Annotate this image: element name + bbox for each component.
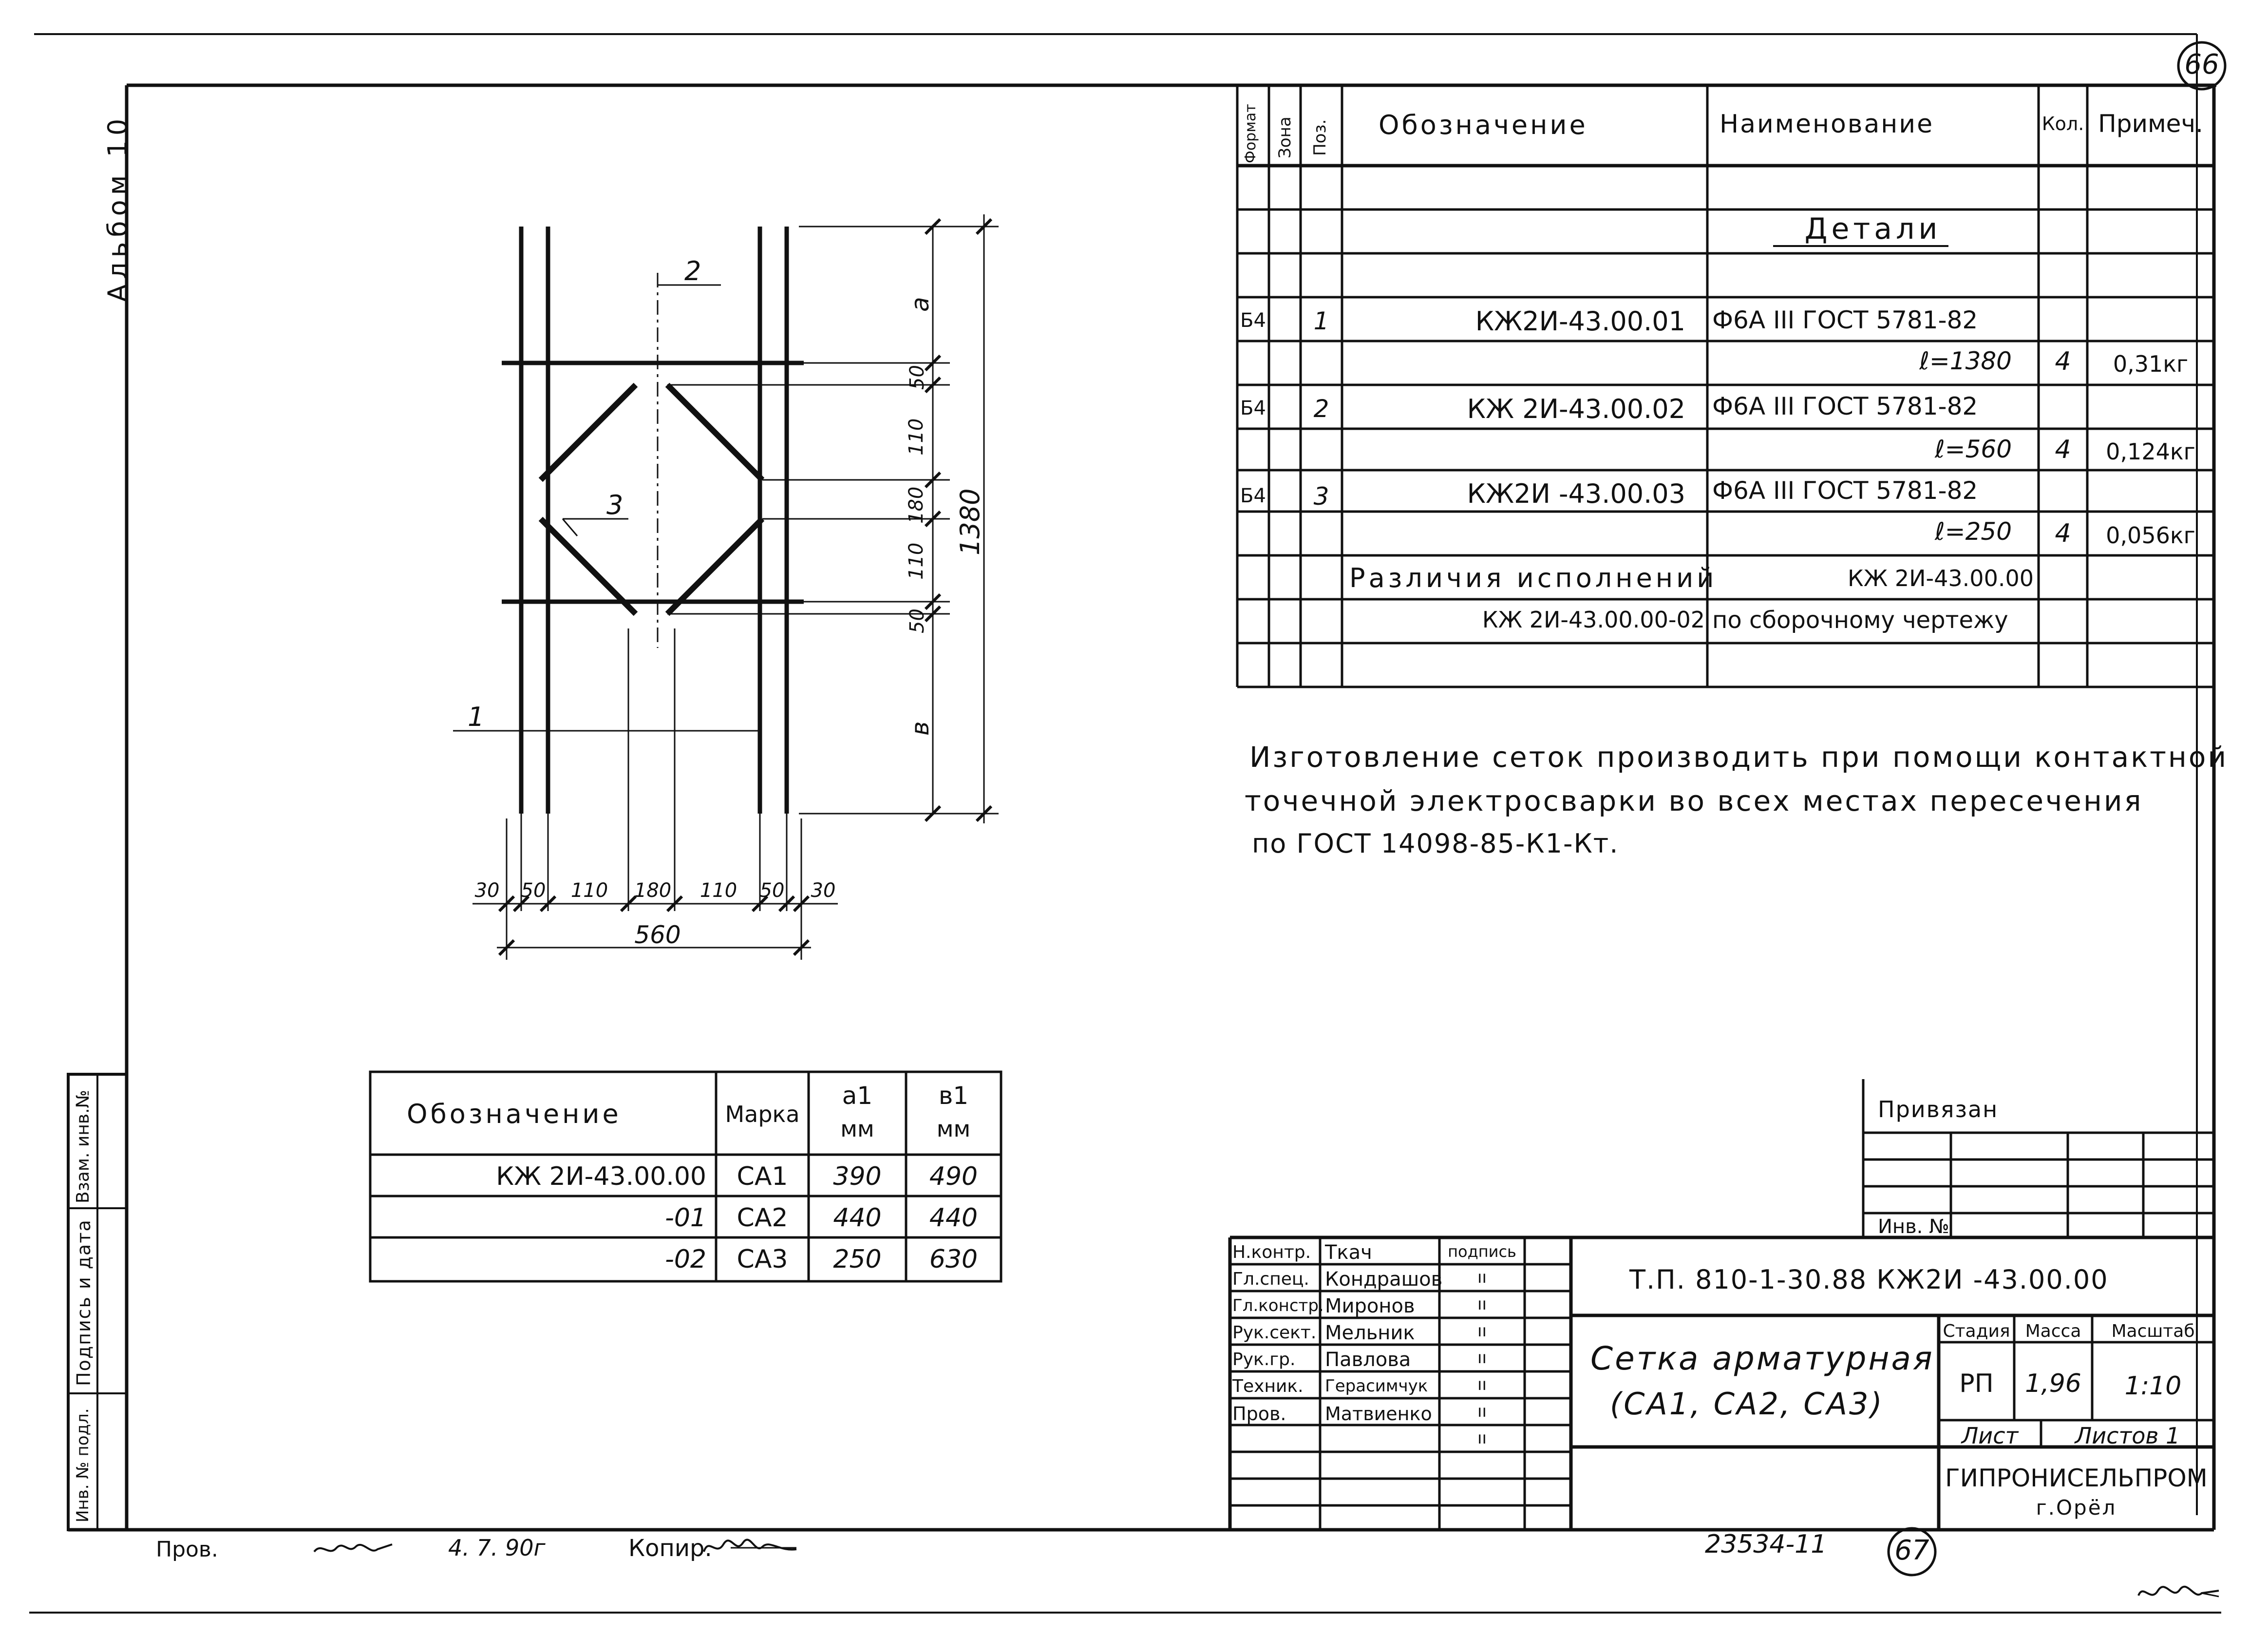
person-name: Миронов bbox=[1325, 1295, 1415, 1317]
marks-designation: КЖ 2И-43.00.00 bbox=[496, 1162, 706, 1191]
org-city: г.Орёл bbox=[2036, 1496, 2117, 1520]
privyazan-label: Привязан bbox=[1878, 1096, 1999, 1122]
sheet-label: Лист bbox=[1961, 1423, 2019, 1449]
dim-110: 110 bbox=[699, 879, 737, 902]
doc-code: Т.П. 810-1-30.88 КЖ2И -43.00.00 bbox=[1629, 1264, 2109, 1295]
header-zone: Зона bbox=[1275, 116, 1295, 158]
spec-note: 0,124кг bbox=[2106, 438, 2195, 465]
title-line-2: (СА1, СА2, СА3) bbox=[1610, 1386, 1884, 1422]
person-role: Рук.гр. bbox=[1232, 1350, 1296, 1369]
manufacture-note-line: Изготовление сеток производить при помощи контактной bbox=[1249, 741, 2229, 774]
dim-180: 180 bbox=[905, 486, 927, 524]
dim-110: 110 bbox=[905, 418, 927, 456]
marks-a1: 250 bbox=[833, 1245, 882, 1274]
manufacture-note-line: по ГОСТ 14098-85-К1-Кт. bbox=[1252, 828, 1619, 859]
marks-a1: 440 bbox=[833, 1203, 882, 1233]
person-name: Мельник bbox=[1325, 1322, 1415, 1344]
callout-3: 3 bbox=[606, 490, 624, 520]
marks-header-a1: а1 bbox=[842, 1082, 873, 1110]
kopir-signature bbox=[701, 1532, 799, 1561]
person-role: Гл.спец. bbox=[1232, 1269, 1309, 1289]
person-role: Гл.констр. bbox=[1232, 1296, 1324, 1315]
dim-110: 110 bbox=[905, 542, 927, 580]
person-sign: ıı bbox=[1477, 1268, 1487, 1287]
spec-length: ℓ=560 bbox=[1935, 435, 2012, 463]
marks-mark: СА1 bbox=[737, 1162, 788, 1191]
marks-header-designation: Обозначение bbox=[407, 1099, 622, 1129]
marks-a1: 390 bbox=[833, 1162, 882, 1191]
album-label: Альбом 10 bbox=[102, 114, 133, 302]
callout-2: 2 bbox=[684, 256, 701, 286]
mass-value: 1,96 bbox=[2025, 1369, 2081, 1398]
header-format: Формат bbox=[1242, 104, 1259, 163]
mesh-drawing bbox=[502, 227, 804, 814]
variants-label: Различия исполнений bbox=[1349, 563, 1718, 593]
scale-value: 1:10 bbox=[2124, 1371, 2182, 1401]
person-name: Матвиенко bbox=[1325, 1403, 1432, 1425]
manufacture-note-line: точечной электросварки во всех местах пересечения bbox=[1245, 784, 2143, 818]
dim-b: в bbox=[906, 721, 934, 736]
callout-1: 1 bbox=[468, 702, 485, 732]
spec-pos: 1 bbox=[1313, 307, 1329, 335]
dim-overall-height: 1380 bbox=[955, 488, 985, 555]
marks-b1: 440 bbox=[929, 1203, 978, 1233]
spec-qty: 4 bbox=[2055, 435, 2071, 464]
header-qty: Кол. bbox=[2041, 113, 2084, 134]
spec-pos: 2 bbox=[1313, 395, 1329, 423]
spec-qty: 4 bbox=[2055, 519, 2071, 548]
spec-designation: КЖ 2И-43.00.02 bbox=[1467, 394, 1685, 424]
prov-signature bbox=[312, 1535, 395, 1564]
person-role: Рук.сект. bbox=[1232, 1323, 1317, 1343]
inv-no-label: Инв. № bbox=[1878, 1216, 1949, 1238]
variants-ref2: КЖ 2И-43.00.00-02 bbox=[1482, 607, 1705, 633]
archive-number: 23534-11 bbox=[1705, 1530, 1827, 1559]
person-role: Н.контр. bbox=[1232, 1242, 1311, 1262]
marks-header-unit: мм bbox=[936, 1116, 971, 1142]
person-name: Герасимчук bbox=[1325, 1376, 1428, 1396]
marks-header-b1: в1 bbox=[938, 1082, 969, 1110]
spec-name: Ф6А III ГОСТ 5781-82 bbox=[1712, 306, 1978, 334]
spec-note: 0,31кг bbox=[2113, 351, 2189, 377]
variants-ref: КЖ 2И-43.00.00 bbox=[1848, 565, 2034, 591]
dim-180: 180 bbox=[634, 879, 672, 902]
section-title: Детали bbox=[1804, 212, 1942, 246]
marks-header-mark: Марка bbox=[725, 1101, 800, 1127]
marks-designation: -01 bbox=[665, 1203, 706, 1233]
dim-30: 30 bbox=[474, 879, 500, 902]
person-role: Техник. bbox=[1232, 1376, 1304, 1396]
spec-pos: 3 bbox=[1313, 482, 1329, 511]
title-line-1: Сетка арматурная bbox=[1590, 1340, 1934, 1377]
mass-label: Масса bbox=[2025, 1321, 2081, 1341]
side-stamp-inv: Инв. № подл. bbox=[73, 1408, 93, 1522]
page-number-bottom: 67 bbox=[1894, 1535, 1929, 1566]
variants-note: по сборочному чертежу bbox=[1712, 607, 2008, 634]
spec-format: Б4 bbox=[1240, 397, 1266, 419]
dim-50: 50 bbox=[521, 879, 546, 902]
person-name: Кондрашов bbox=[1325, 1268, 1443, 1291]
sheets-label: Листов 1 bbox=[2075, 1423, 2180, 1449]
marks-header-unit: мм bbox=[840, 1116, 874, 1142]
bottom-prov: Пров. bbox=[156, 1537, 218, 1562]
marks-b1: 630 bbox=[929, 1245, 978, 1274]
marks-mark: СА2 bbox=[737, 1203, 788, 1233]
spec-name: Ф6А III ГОСТ 5781-82 bbox=[1712, 476, 1978, 505]
side-stamp-vzam: Взам. инв.№ bbox=[73, 1090, 93, 1203]
spec-designation: КЖ2И-43.00.01 bbox=[1475, 306, 1685, 337]
spec-name: Ф6А III ГОСТ 5781-82 bbox=[1712, 392, 1978, 420]
spec-note: 0,056кг bbox=[2106, 522, 2195, 549]
dim-30: 30 bbox=[811, 879, 836, 902]
dim-a: а bbox=[906, 297, 934, 312]
dim-50: 50 bbox=[906, 608, 928, 633]
org-name: ГИПРОНИСЕЛЬПРОМ bbox=[1945, 1464, 2208, 1492]
dim-50: 50 bbox=[906, 365, 928, 390]
page-number-top: 66 bbox=[2184, 49, 2219, 80]
person-sign: ıı bbox=[1477, 1375, 1487, 1394]
header-designation: Обозначение bbox=[1379, 110, 1588, 140]
bottom-kopir: Копир. bbox=[628, 1535, 712, 1562]
side-stamp-sign: Подпись и дата bbox=[73, 1219, 94, 1386]
spec-length: ℓ=250 bbox=[1935, 517, 2012, 546]
spec-length: ℓ=1380 bbox=[1919, 347, 2012, 375]
person-sign: ıı bbox=[1477, 1348, 1487, 1368]
dim-50: 50 bbox=[759, 879, 785, 902]
spec-designation: КЖ2И -43.00.03 bbox=[1467, 478, 1685, 509]
person-sign: ıı bbox=[1477, 1321, 1487, 1341]
header-name: Наименование bbox=[1720, 110, 1934, 139]
scale-label: Масштаб bbox=[2111, 1321, 2195, 1341]
header-note: Примеч. bbox=[2098, 110, 2203, 138]
spec-format: Б4 bbox=[1240, 485, 1266, 507]
stage-label: Стадия bbox=[1943, 1321, 2010, 1341]
marks-mark: СА3 bbox=[737, 1245, 788, 1274]
person-sign: ıı bbox=[1477, 1402, 1487, 1421]
person-name: Павлова bbox=[1325, 1349, 1411, 1371]
header-pos: Поз. bbox=[1310, 119, 1330, 156]
stage-value: РП bbox=[1959, 1369, 1994, 1398]
person-name: Ткач bbox=[1325, 1241, 1372, 1264]
bottom-date: 4. 7. 90г bbox=[448, 1535, 546, 1561]
spec-qty: 4 bbox=[2055, 347, 2071, 376]
person-role: Пров. bbox=[1232, 1403, 1286, 1425]
marks-designation: -02 bbox=[665, 1245, 706, 1274]
signature-header: подпись bbox=[1448, 1242, 1516, 1261]
dim-overall-width: 560 bbox=[634, 921, 681, 949]
marks-b1: 490 bbox=[929, 1162, 978, 1191]
dim-110: 110 bbox=[570, 879, 608, 902]
corner-signature bbox=[2134, 1576, 2221, 1610]
spec-format: Б4 bbox=[1240, 309, 1266, 332]
person-sign: ıı bbox=[1477, 1294, 1487, 1314]
person-sign: ıı bbox=[1477, 1428, 1487, 1448]
